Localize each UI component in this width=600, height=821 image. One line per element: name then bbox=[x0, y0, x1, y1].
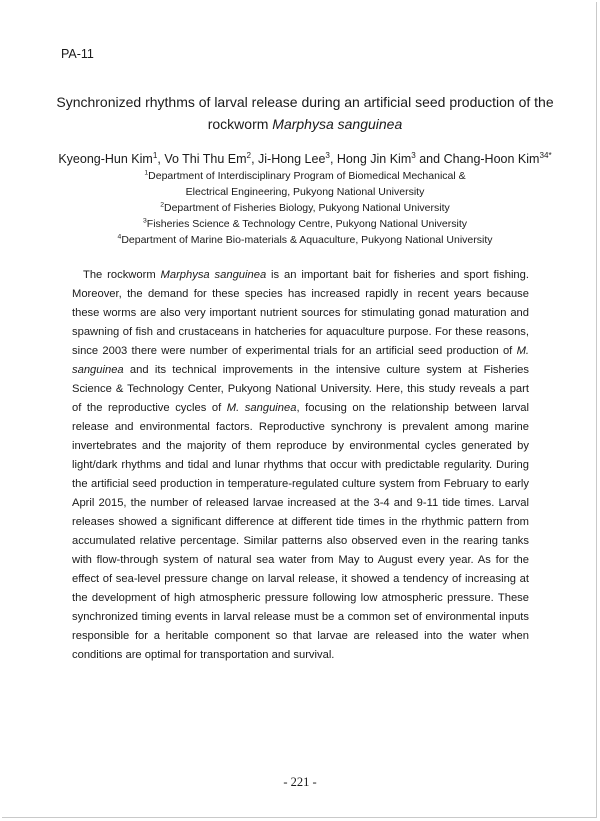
affiliation-1 bbox=[40, 168, 570, 184]
species-name: M. sanguinea bbox=[226, 402, 297, 414]
page-number: - 221 - bbox=[283, 775, 317, 789]
author-name: Chang-Hoon Kim bbox=[443, 152, 540, 166]
affiliation-sup: 3 bbox=[142, 217, 147, 225]
author-separator: , bbox=[157, 152, 165, 166]
affiliation-list bbox=[40, 168, 570, 248]
affiliation-text: Department of Fisheries Biology, Pukyong National University bbox=[164, 202, 450, 214]
author-sup: 1 bbox=[152, 150, 158, 160]
affiliation-sup: 1 bbox=[144, 169, 149, 177]
author-list bbox=[40, 150, 570, 168]
affiliation-3 bbox=[40, 216, 570, 232]
affiliation-2 bbox=[40, 200, 570, 216]
title-prefix: rockworm bbox=[207, 116, 273, 132]
author-name: Ji-Hong Lee bbox=[258, 152, 326, 166]
paper-title bbox=[40, 91, 570, 135]
author-name: Kyeong-Hun Kim bbox=[58, 152, 153, 166]
affiliation-sup: 4 bbox=[117, 233, 122, 241]
affiliation-sup: 2 bbox=[160, 201, 164, 209]
author-sup: 2 bbox=[246, 150, 252, 160]
corresponding-mark: * bbox=[548, 150, 552, 160]
paper-code: PA-11 bbox=[61, 47, 94, 61]
title-line-2 bbox=[40, 113, 570, 135]
author-separator: , bbox=[251, 152, 259, 166]
abstract-text: is an important bait for fisheries and sport fishing. Moreover, the demand for these species has increased rapidly in recent years because these worms are also very important nutrient sources for stimulating gonad maturation and spawning of fish and crustaceans in hatcheries for aquaculture purpose. For these reasons, since 2003 there were number of experimental trials for an artificial seed production of bbox=[72, 269, 529, 357]
affiliation-text: Fisheries Science & Technology Centre, Pukyong National University bbox=[146, 218, 467, 230]
species-name: Marphysa sanguinea bbox=[160, 269, 267, 281]
author-sup: 3 bbox=[411, 150, 416, 160]
author-name: Hong Jin Kim bbox=[336, 152, 412, 166]
affiliation-text: Department of Marine Bio-materials & Aquaculture, Pukyong National University bbox=[121, 234, 493, 246]
author-separator: and bbox=[415, 152, 444, 166]
affiliation-text: Department of Interdisciplinary Program of Biomedical Mechanical & bbox=[148, 170, 466, 182]
abstract bbox=[72, 266, 529, 665]
abstract-text: The rockworm bbox=[83, 269, 161, 281]
author-name: Vo Thi Thu Em bbox=[164, 152, 247, 166]
affiliation-1-cont: Electrical Engineering, Pukyong National University bbox=[185, 186, 425, 198]
abstract-text: and its technical improvements in the intensive culture system at Fisheries Science & Technology Center, Pukyong National University. Here, this study reveals a part of the reproductive cycles of bbox=[72, 364, 529, 414]
abstract-text: , focusing on the relationship between larval release and environmental factors. Reproductive synchrony is prevalent among marine invertebrates and the majority of them reproduce by environmental cycles generated by light/dark rhythms and tidal and lunar rhythms that occur with predictable regularity. During the artificial seed production in temperature-regulated culture system from February to early April 2015, the number of released larvae increased at the 3-4 and 9-11 tide times. Larval releases showed a significant difference at different tide times in the rhythmic pattern from accumulated relative percentage. Similar patterns also observed even in the rearing tanks with flow-through system of natural sea water from May to August every year. As for the effect of sea-level pressure change on larval release, it showed a tendency of increasing at the development of high atmospheric pressure following low atmospheric pressure. These synchronized timing events in larval release must be a common set of environmental inputs responsible for a heritable component so that larvae are released into the water when conditions are optimal for transportation and survival. bbox=[72, 402, 529, 661]
author-sup: 3 bbox=[325, 150, 330, 160]
title-species: Marphysa sanguinea bbox=[272, 116, 403, 132]
abstract-paragraph bbox=[72, 266, 529, 665]
author-sup bbox=[539, 151, 551, 160]
author-sup-number: 34 bbox=[539, 150, 549, 160]
affiliation-4 bbox=[40, 232, 570, 248]
title-line-1: Synchronized rhythms of larval release during an artificial seed production of the bbox=[56, 94, 554, 110]
author-separator: , bbox=[329, 152, 337, 166]
species-name: M. sanguinea bbox=[72, 345, 529, 376]
